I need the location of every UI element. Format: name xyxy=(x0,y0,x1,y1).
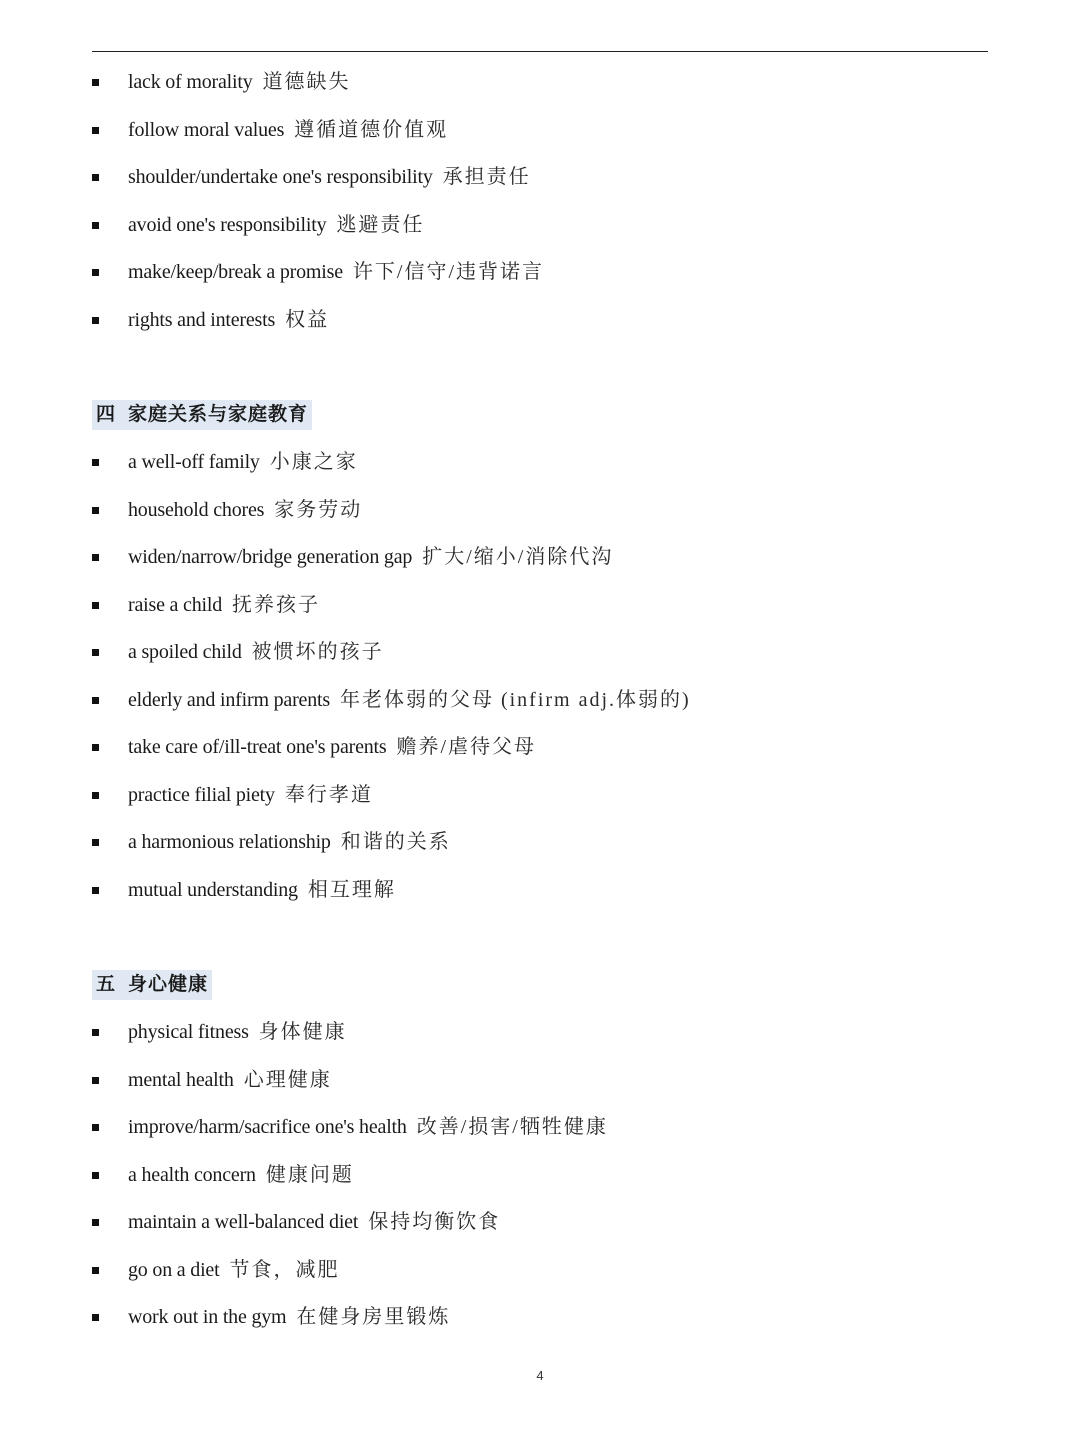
bullet-icon xyxy=(92,887,99,894)
term-en: physical fitness xyxy=(128,1021,249,1043)
term-zh: 保持均衡饮食 xyxy=(368,1211,501,1233)
term-zh: 心理健康 xyxy=(243,1069,332,1091)
term-zh: 和谐的关系 xyxy=(340,831,451,853)
term-zh: 道德缺失 xyxy=(262,71,351,93)
term-en: shoulder/undertake one's responsibility xyxy=(128,166,433,188)
bullet-icon xyxy=(92,697,99,704)
term-zh: 家务劳动 xyxy=(274,499,363,521)
term-zh: 许下/信守/违背诺言 xyxy=(352,261,545,283)
term-zh: 权益 xyxy=(285,309,330,331)
list-item xyxy=(92,685,691,715)
term-zh: 被惯坏的孩子 xyxy=(251,641,384,663)
term-en: lack of morality xyxy=(128,71,253,93)
term-zh: 遵循道德价值观 xyxy=(294,119,449,141)
section-heading xyxy=(92,400,312,430)
bullet-icon xyxy=(92,79,99,86)
list-item xyxy=(92,447,358,477)
term-zh: 小康之家 xyxy=(269,451,358,473)
list-item xyxy=(92,780,373,810)
term-en: work out in the gym xyxy=(128,1306,287,1328)
bullet-icon xyxy=(92,744,99,751)
section-heading xyxy=(92,970,212,1000)
term-en: rights and interests xyxy=(128,309,276,331)
bullet-icon xyxy=(92,649,99,656)
term-en: avoid one's responsibility xyxy=(128,214,327,236)
term-zh: 年老体弱的父母 (infirm adj.体弱的) xyxy=(339,689,691,711)
list-item xyxy=(92,637,384,667)
bullet-icon xyxy=(92,1077,99,1084)
list-item xyxy=(92,257,544,287)
term-en: a well-off family xyxy=(128,451,260,473)
bullet-icon xyxy=(92,1124,99,1131)
section-title: 身心健康 xyxy=(128,974,209,995)
list-item xyxy=(92,495,362,525)
list-item xyxy=(92,1065,332,1095)
term-en: mutual understanding xyxy=(128,879,298,901)
bullet-icon xyxy=(92,222,99,229)
term-zh: 赡养/虐待父母 xyxy=(396,736,537,758)
bullet-icon xyxy=(92,1029,99,1036)
term-en: practice filial piety xyxy=(128,784,275,806)
term-en: household chores xyxy=(128,499,265,521)
bullet-icon xyxy=(92,317,99,324)
bullet-icon xyxy=(92,507,99,514)
term-zh: 健康问题 xyxy=(265,1164,354,1186)
term-zh: 承担责任 xyxy=(442,166,531,188)
list-item xyxy=(92,1112,608,1142)
bullet-icon xyxy=(92,792,99,799)
term-en: go on a diet xyxy=(128,1259,220,1281)
page-number: 4 xyxy=(536,1368,544,1383)
list-item xyxy=(92,305,329,335)
list-item xyxy=(92,875,396,905)
term-en: a health concern xyxy=(128,1164,256,1186)
term-zh: 节食，减肥 xyxy=(229,1259,340,1281)
bullet-icon xyxy=(92,839,99,846)
list-item xyxy=(92,1255,339,1285)
bullet-icon xyxy=(92,174,99,181)
term-en: take care of/ill-treat one's parents xyxy=(128,736,387,758)
bullet-icon xyxy=(92,1314,99,1321)
list-item xyxy=(92,1302,450,1332)
list-item xyxy=(92,115,448,145)
term-en: improve/harm/sacrifice one's health xyxy=(128,1116,407,1138)
bullet-icon xyxy=(92,1267,99,1274)
bullet-icon xyxy=(92,269,99,276)
term-en: raise a child xyxy=(128,594,223,616)
list-item xyxy=(92,732,536,762)
bullet-icon xyxy=(92,602,99,609)
term-en: elderly and infirm parents xyxy=(128,689,330,711)
bullet-icon xyxy=(92,1219,99,1226)
list-item xyxy=(92,67,351,97)
header-rule xyxy=(92,51,988,52)
term-en: maintain a well-balanced diet xyxy=(128,1211,359,1233)
section-number: 四 xyxy=(96,404,117,425)
term-zh: 抚养孩子 xyxy=(232,594,321,616)
term-zh: 逃避责任 xyxy=(336,214,425,236)
term-zh: 奉行孝道 xyxy=(284,784,373,806)
list-item xyxy=(92,542,613,572)
term-zh: 身体健康 xyxy=(258,1021,347,1043)
list-item xyxy=(92,1160,354,1190)
list-item xyxy=(92,1207,500,1237)
term-zh: 相互理解 xyxy=(307,879,396,901)
term-en: make/keep/break a promise xyxy=(128,261,343,283)
term-en: mental health xyxy=(128,1069,234,1091)
term-en: widen/narrow/bridge generation gap xyxy=(128,546,413,568)
bullet-icon xyxy=(92,127,99,134)
list-item xyxy=(92,590,320,620)
bullet-icon xyxy=(92,1172,99,1179)
bullet-icon xyxy=(92,554,99,561)
term-zh: 改善/损害/牺牲健康 xyxy=(416,1116,608,1138)
list-item xyxy=(92,162,531,192)
section-title: 家庭关系与家庭教育 xyxy=(128,404,309,425)
list-item xyxy=(92,1017,347,1047)
term-en: a spoiled child xyxy=(128,641,242,663)
term-en: follow moral values xyxy=(128,119,285,141)
list-item xyxy=(92,827,451,857)
bullet-icon xyxy=(92,459,99,466)
section-number: 五 xyxy=(96,974,117,995)
list-item xyxy=(92,210,424,240)
term-zh: 在健身房里锻炼 xyxy=(296,1306,451,1328)
term-zh: 扩大/缩小/消除代沟 xyxy=(422,546,614,568)
term-en: a harmonious relationship xyxy=(128,831,331,853)
